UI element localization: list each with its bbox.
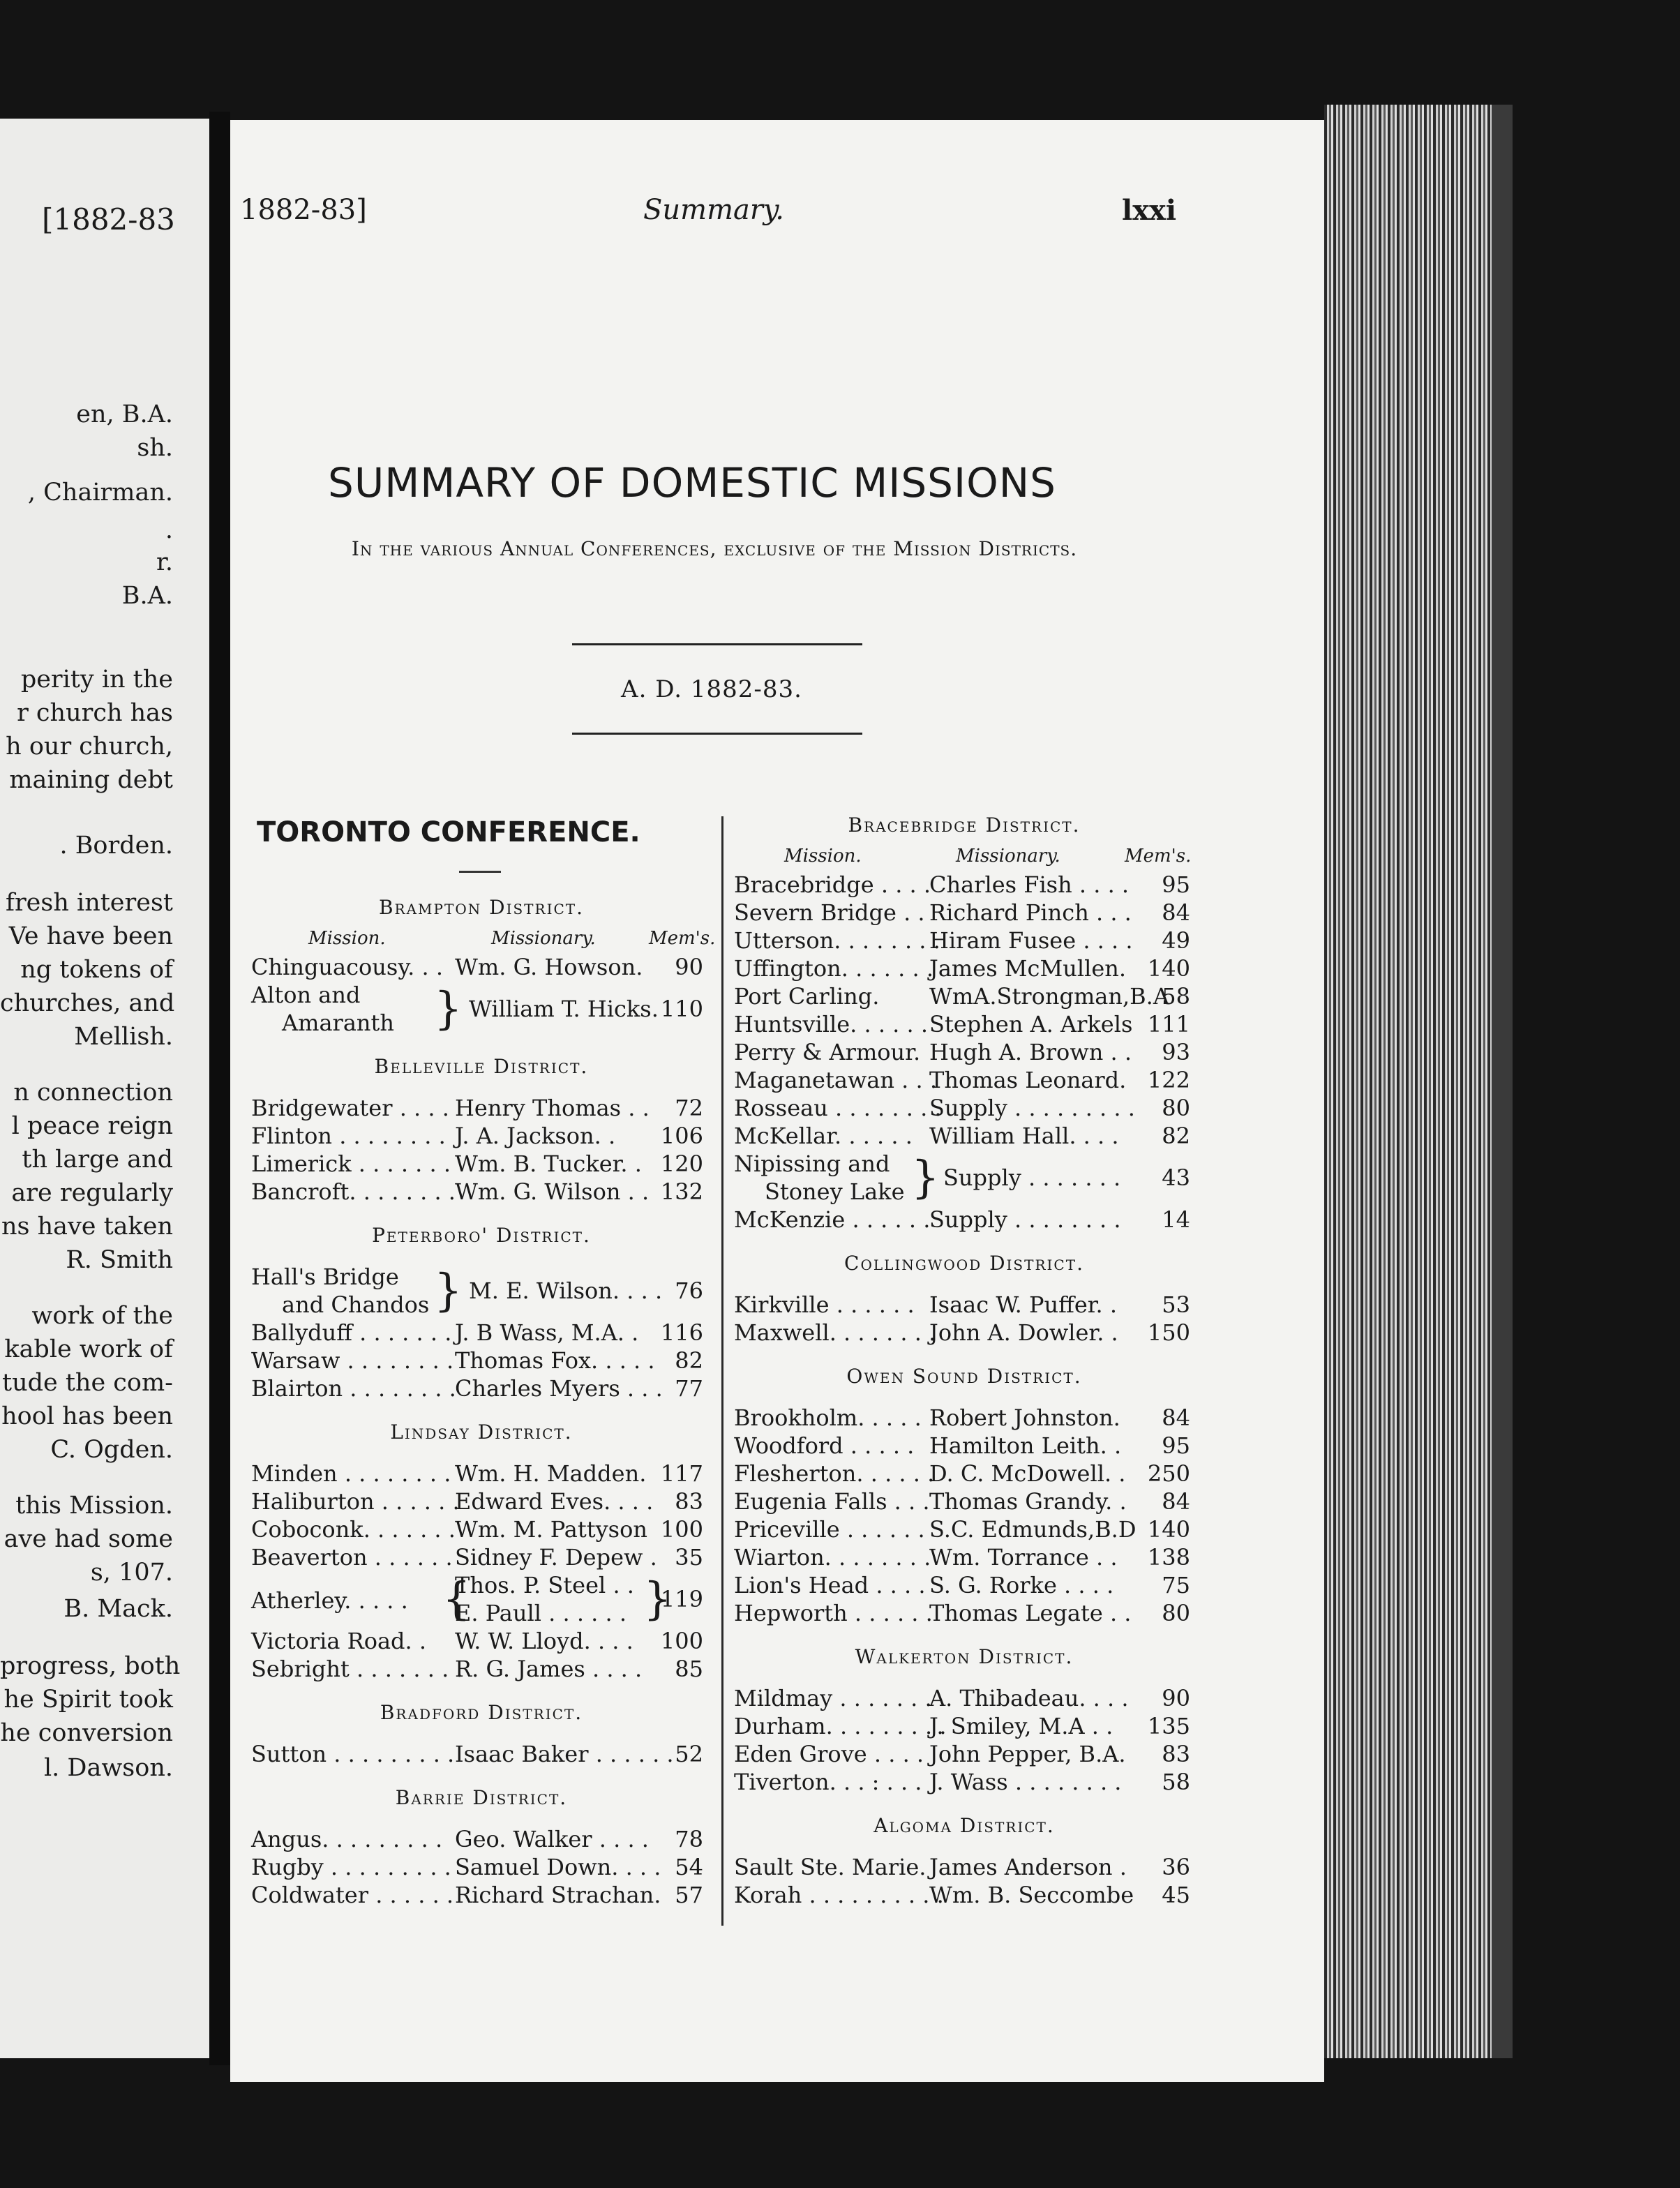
member-count: 111: [1147, 1011, 1190, 1037]
district-heading: Lindsay District.: [390, 1421, 573, 1444]
missionary-name-continued: E. Paull . . . . . .: [455, 1600, 627, 1626]
member-count: 58: [1162, 983, 1190, 1010]
member-count: 90: [1162, 1685, 1190, 1711]
mission-name: Sutton . . . . . . . . .: [251, 1741, 455, 1767]
member-count: 122: [1147, 1067, 1190, 1093]
missionary-name: Samuel Down. . . .: [455, 1854, 661, 1880]
facing-page-line: s, 107.: [90, 1559, 173, 1587]
missionary-name: William T. Hicks.: [469, 996, 659, 1022]
mission-name: Flinton . . . . . . . .: [251, 1123, 446, 1149]
missionary-name: J. Wass . . . . . . . .: [929, 1769, 1122, 1795]
missionary-name: Supply . . . . . . . . .: [929, 1095, 1135, 1121]
facing-page-line: l. Dawson.: [43, 1754, 173, 1782]
facing-page-line: C. Ogden.: [50, 1436, 173, 1464]
district-heading: Bracebridge District.: [848, 814, 1081, 837]
missionary-name: James Anderson .: [929, 1854, 1127, 1880]
brace-glyph: }: [911, 1152, 940, 1204]
missionary-name: J. B Wass, M.A. .: [455, 1319, 639, 1346]
missionary-name: Charles Myers . . .: [455, 1375, 663, 1402]
mission-name: Limerick . . . . . . .: [251, 1151, 451, 1177]
mission-name: Coldwater . . . . . .: [251, 1882, 454, 1908]
facing-page-line: are regularly: [11, 1179, 173, 1207]
member-count: 53: [1162, 1291, 1190, 1318]
member-count: 57: [675, 1882, 703, 1908]
member-count: 72: [675, 1095, 703, 1121]
missionary-name: Wm. G. Wilson . .: [455, 1178, 650, 1205]
mission-name: Tiverton. . . : . . .: [734, 1769, 922, 1795]
member-count: 36: [1162, 1854, 1190, 1880]
missionary-name: Richard Pinch . . .: [929, 899, 1132, 926]
column-header-mission: Mission.: [308, 928, 386, 949]
mission-name: Coboconk. . . . . . .: [251, 1516, 456, 1543]
facing-page-line: kable work of: [4, 1335, 173, 1363]
running-header-year: 1882-83]: [240, 194, 367, 226]
missionary-name: J. Smiley, M.A . .: [929, 1713, 1113, 1739]
mission-name: Brookholm. . . . .: [734, 1404, 922, 1431]
facing-page-line: progress, both: [0, 1652, 181, 1680]
mission-name: Blairton . . . . . . . .: [251, 1375, 456, 1402]
member-count: 110: [660, 996, 703, 1022]
facing-page-line: Mellish.: [74, 1023, 173, 1051]
facing-page-line: en, B.A.: [76, 400, 173, 428]
facing-page-line: churches, and: [0, 989, 175, 1017]
facing-page-line: . Borden.: [59, 832, 173, 860]
member-count: 132: [660, 1178, 703, 1205]
missionary-name: J. A. Jackson. .: [455, 1123, 616, 1149]
facing-page-line: h our church,: [6, 733, 173, 760]
member-count: 58: [1162, 1769, 1190, 1795]
facing-page-header: [1882-83: [42, 202, 175, 237]
missionary-name: Richard Strachan.: [455, 1882, 661, 1908]
missionary-name: Wm. G. Howson.: [455, 954, 643, 980]
member-count: 14: [1162, 1206, 1190, 1233]
facing-page-line: Ve have been: [8, 922, 173, 950]
missionary-name: WmA.Strongman,B.A: [929, 983, 1169, 1010]
member-count: 93: [1162, 1039, 1190, 1065]
facing-page-line: r church has: [17, 699, 173, 727]
member-count: 77: [675, 1375, 703, 1402]
district-heading: Belleville District.: [374, 1055, 589, 1078]
page-edges: [1324, 105, 1492, 2058]
missionary-name: A. Thibadeau. . . .: [929, 1685, 1129, 1711]
mission-name-continued: and Chandos: [282, 1291, 430, 1318]
member-count: 82: [1162, 1123, 1190, 1149]
missionary-name: Wm. H. Madden.: [455, 1460, 647, 1487]
facing-page-line: perity in the: [20, 666, 173, 694]
mission-name: Kirkville . . . . . .: [734, 1291, 915, 1318]
mission-name: Chinguacousy. . .: [251, 954, 444, 980]
member-count: 100: [660, 1516, 703, 1543]
member-count: 80: [1162, 1095, 1190, 1121]
mission-name: Minden . . . . . . . .: [251, 1460, 451, 1487]
column-header-missionary: Missionary.: [491, 928, 596, 949]
facing-page-line: B.A.: [121, 582, 173, 610]
facing-page-line: ns have taken: [1, 1213, 173, 1241]
page-subtitle: In the various Annual Conferences, exclusive of the Mission Districts.: [351, 537, 1078, 560]
member-count: 140: [1147, 955, 1190, 982]
column-header-mission: Mission.: [784, 846, 862, 867]
book-spine-edge: [1492, 105, 1513, 2058]
facing-page-line: , Chairman.: [27, 479, 173, 507]
mission-name: Port Carling.: [734, 983, 880, 1010]
member-count: 135: [1147, 1713, 1190, 1739]
member-count: 52: [675, 1741, 703, 1767]
mission-name: Warsaw . . . . . . . .: [251, 1347, 454, 1374]
missionary-name: Supply . . . . . . . .: [929, 1206, 1121, 1233]
brace-glyph: }: [434, 983, 463, 1035]
district-heading: Brampton District.: [378, 896, 585, 919]
member-count: 100: [660, 1628, 703, 1654]
missionary-name: Sidney F. Depew .: [455, 1544, 657, 1571]
missionary-name: Henry Thomas . .: [455, 1095, 650, 1121]
member-count: 119: [660, 1586, 703, 1612]
missionary-name: D. C. McDowell. .: [929, 1460, 1126, 1487]
missionary-name: Stephen A. Arkels: [929, 1011, 1133, 1037]
member-count: 106: [660, 1123, 703, 1149]
mission-name: Durham. . . . . . . . .: [734, 1713, 947, 1739]
missionary-name: John A. Dowler. .: [929, 1319, 1118, 1346]
title-rule-top: [572, 643, 862, 645]
member-count: 140: [1147, 1516, 1190, 1543]
mission-name: Sebright . . . . . . . .: [251, 1656, 463, 1682]
facing-page: [0, 119, 209, 2058]
mission-name: Eden Grove . . . .: [734, 1741, 924, 1767]
mission-name: Mildmay . . . . . . .: [734, 1685, 932, 1711]
missionary-name: M. E. Wilson. . . .: [469, 1277, 663, 1304]
member-count: 78: [675, 1826, 703, 1852]
facing-page-line: sh.: [137, 434, 173, 462]
brace-glyph: {: [442, 1573, 471, 1625]
mission-name: Bridgewater . . . .: [251, 1095, 449, 1121]
facing-page-line: r.: [156, 548, 173, 576]
district-heading: Walkerton District.: [855, 1645, 1074, 1668]
missionary-name: William Hall. . . .: [929, 1123, 1119, 1149]
district-heading: Bradford District.: [380, 1701, 583, 1724]
mission-name: Korah . . . . . . . . . .: [734, 1882, 944, 1908]
missionary-name: Supply . . . . . . .: [943, 1164, 1121, 1191]
member-count: 138: [1147, 1544, 1190, 1571]
member-count: 54: [675, 1854, 703, 1880]
missionary-name: Geo. Walker . . . .: [455, 1826, 649, 1852]
mission-name: Victoria Road. .: [251, 1628, 427, 1654]
facing-page-line: fresh interest: [5, 889, 173, 917]
book-gutter: [209, 112, 230, 2065]
district-heading: Algoma District.: [873, 1814, 1055, 1837]
mission-name: Bancroft. . . . . . . .: [251, 1178, 456, 1205]
mission-name: Hepworth . . . . . .: [734, 1600, 933, 1626]
mission-name: Woodford . . . . .: [734, 1432, 915, 1459]
facing-page-line: .: [165, 516, 173, 544]
column-header-members: Mem's.: [1125, 846, 1192, 867]
mission-name: Nipissing and: [734, 1151, 890, 1177]
member-count: 45: [1162, 1882, 1190, 1908]
member-count: 35: [675, 1544, 703, 1571]
mission-name: Lion's Head . . . .: [734, 1572, 926, 1598]
member-count: 120: [660, 1151, 703, 1177]
conference-heading: TORONTO CONFERENCE.: [257, 816, 640, 848]
column-header-members: Mem's.: [649, 928, 716, 949]
facing-page-line: tude the com-: [2, 1369, 173, 1397]
facing-page-line: this Mission.: [15, 1492, 173, 1520]
mission-name: Wiarton. . . . . . . .: [734, 1544, 931, 1571]
missionary-name: Wm. B. Seccombe: [929, 1882, 1134, 1908]
member-count: 250: [1147, 1460, 1190, 1487]
missionary-name: Edward Eves. . . .: [455, 1488, 654, 1515]
mission-name: Eugenia Falls . . .: [734, 1488, 930, 1515]
mission-name: Rugby . . . . . . . . .: [251, 1854, 451, 1880]
missionary-name: R. G. James . . . .: [455, 1656, 643, 1682]
missionary-name: James McMullen.: [929, 955, 1127, 982]
member-count: 117: [660, 1460, 703, 1487]
mission-name: Bracebridge . . . .: [734, 871, 931, 898]
mission-name: Perry & Armour.: [734, 1039, 921, 1065]
mission-name-continued: Amaranth: [282, 1010, 394, 1036]
district-heading: Owen Sound District.: [846, 1365, 1082, 1388]
brace-glyph: }: [434, 1265, 463, 1317]
facing-page-line: R. Smith: [66, 1246, 173, 1274]
page-number: lxxi: [1122, 194, 1177, 227]
district-heading: Collingwood District.: [844, 1252, 1084, 1275]
missionary-name: Isaac Baker . . . . . .: [455, 1741, 674, 1767]
member-count: 80: [1162, 1600, 1190, 1626]
member-count: 76: [675, 1277, 703, 1304]
mission-name: Hall's Bridge: [251, 1264, 399, 1290]
facing-page-line: hool has been: [1, 1402, 173, 1430]
member-count: 116: [660, 1319, 703, 1346]
missionary-name: Thomas Grandy. .: [929, 1488, 1127, 1515]
conference-rule: [459, 871, 501, 873]
member-count: 84: [1162, 899, 1190, 926]
mission-name: Huntsville. . . . . .: [734, 1011, 929, 1037]
district-heading: Barrie District.: [395, 1786, 568, 1809]
mission-name: Utterson. . . . . . . .: [734, 927, 940, 954]
missionary-name: Thomas Fox. . . . .: [455, 1347, 655, 1374]
member-count: 84: [1162, 1488, 1190, 1515]
facing-page-line: B. Mack.: [63, 1595, 173, 1623]
missionary-name: Hamilton Leith. .: [929, 1432, 1122, 1459]
member-count: 75: [1162, 1572, 1190, 1598]
missionary-name: John Pepper, B.A.: [929, 1741, 1126, 1767]
mission-name: Maganetawan . . .: [734, 1067, 937, 1093]
facing-page-line: n connection: [13, 1079, 173, 1107]
brace-glyph: }: [643, 1573, 672, 1625]
missionary-name: Wm. Torrance . .: [929, 1544, 1118, 1571]
title-rule-bottom: [572, 733, 862, 735]
year-heading: A. D. 1882-83.: [621, 675, 802, 703]
missionary-name: Robert Johnston.: [929, 1404, 1120, 1431]
mission-name: Alton and: [251, 982, 361, 1008]
mission-name: Beaverton . . . . . .: [251, 1544, 453, 1571]
missionary-name: Thos. P. Steel . .: [455, 1572, 634, 1598]
mission-name: Maxwell. . . . . . . .: [734, 1319, 936, 1346]
facing-page-line: ave had some: [3, 1525, 173, 1553]
member-count: 95: [1162, 1432, 1190, 1459]
mission-name: Ballyduff . . . . . . .: [251, 1319, 452, 1346]
mission-name: Uffington. . . . . . .: [734, 955, 933, 982]
page-title: SUMMARY OF DOMESTIC MISSIONS: [328, 459, 1056, 507]
missionary-name: Hugh A. Brown . .: [929, 1039, 1132, 1065]
member-count: 83: [675, 1488, 703, 1515]
facing-page-line: maining debt: [9, 766, 173, 794]
member-count: 95: [1162, 871, 1190, 898]
member-count: 43: [1162, 1164, 1190, 1191]
mission-name: Angus. . . . . . . . .: [251, 1826, 443, 1852]
missionary-name: Thomas Legate . .: [929, 1600, 1132, 1626]
missionary-name: W. W. Lloyd. . . .: [455, 1628, 633, 1654]
column-header-missionary: Missionary.: [956, 846, 1060, 867]
facing-page-line: th large and: [22, 1146, 173, 1174]
member-count: 83: [1162, 1741, 1190, 1767]
missionary-name: Charles Fish . . . .: [929, 871, 1130, 898]
mission-name: Haliburton . . . . . .: [251, 1488, 460, 1515]
missionary-name: Wm. M. Pattyson: [455, 1516, 647, 1543]
mission-name: Atherley. . . . .: [251, 1587, 408, 1614]
missionary-name: Thomas Leonard.: [929, 1067, 1127, 1093]
facing-page-line: l peace reign: [11, 1112, 173, 1140]
district-heading: Peterboro' District.: [372, 1224, 591, 1247]
member-count: 84: [1162, 1404, 1190, 1431]
missionary-name: S.C. Edmunds,B.D: [929, 1516, 1137, 1543]
mission-name: McKellar. . . . . .: [734, 1123, 913, 1149]
mission-name: Rosseau . . . . . . . .: [734, 1095, 942, 1121]
missionary-name: Hiram Fusee . . . .: [929, 927, 1133, 954]
missionary-name: Isaac W. Puffer. .: [929, 1291, 1118, 1318]
missionary-name: Wm. B. Tucker. .: [455, 1151, 642, 1177]
member-count: 150: [1147, 1319, 1190, 1346]
facing-page-line: work of the: [31, 1302, 173, 1330]
mission-name: Priceville . . . . . .: [734, 1516, 925, 1543]
member-count: 85: [675, 1656, 703, 1682]
missionary-name: S. G. Rorke . . . .: [929, 1572, 1114, 1598]
mission-name: Sault Ste. Marie.: [734, 1854, 927, 1880]
member-count: 49: [1162, 927, 1190, 954]
facing-page-line: he conversion: [0, 1719, 173, 1747]
member-count: 90: [675, 954, 703, 980]
mission-name: Severn Bridge . .: [734, 899, 925, 926]
mission-name-continued: Stoney Lake: [765, 1178, 905, 1205]
running-header-title: Summary.: [643, 194, 784, 226]
mission-name: McKenzie . . . . . .: [734, 1206, 931, 1233]
facing-page-line: ng tokens of: [20, 956, 173, 984]
column-divider: [721, 816, 723, 1926]
mission-name: Flesherton. . . . . .: [734, 1460, 935, 1487]
member-count: 82: [675, 1347, 703, 1374]
facing-page-line: he Spirit took: [3, 1686, 173, 1714]
